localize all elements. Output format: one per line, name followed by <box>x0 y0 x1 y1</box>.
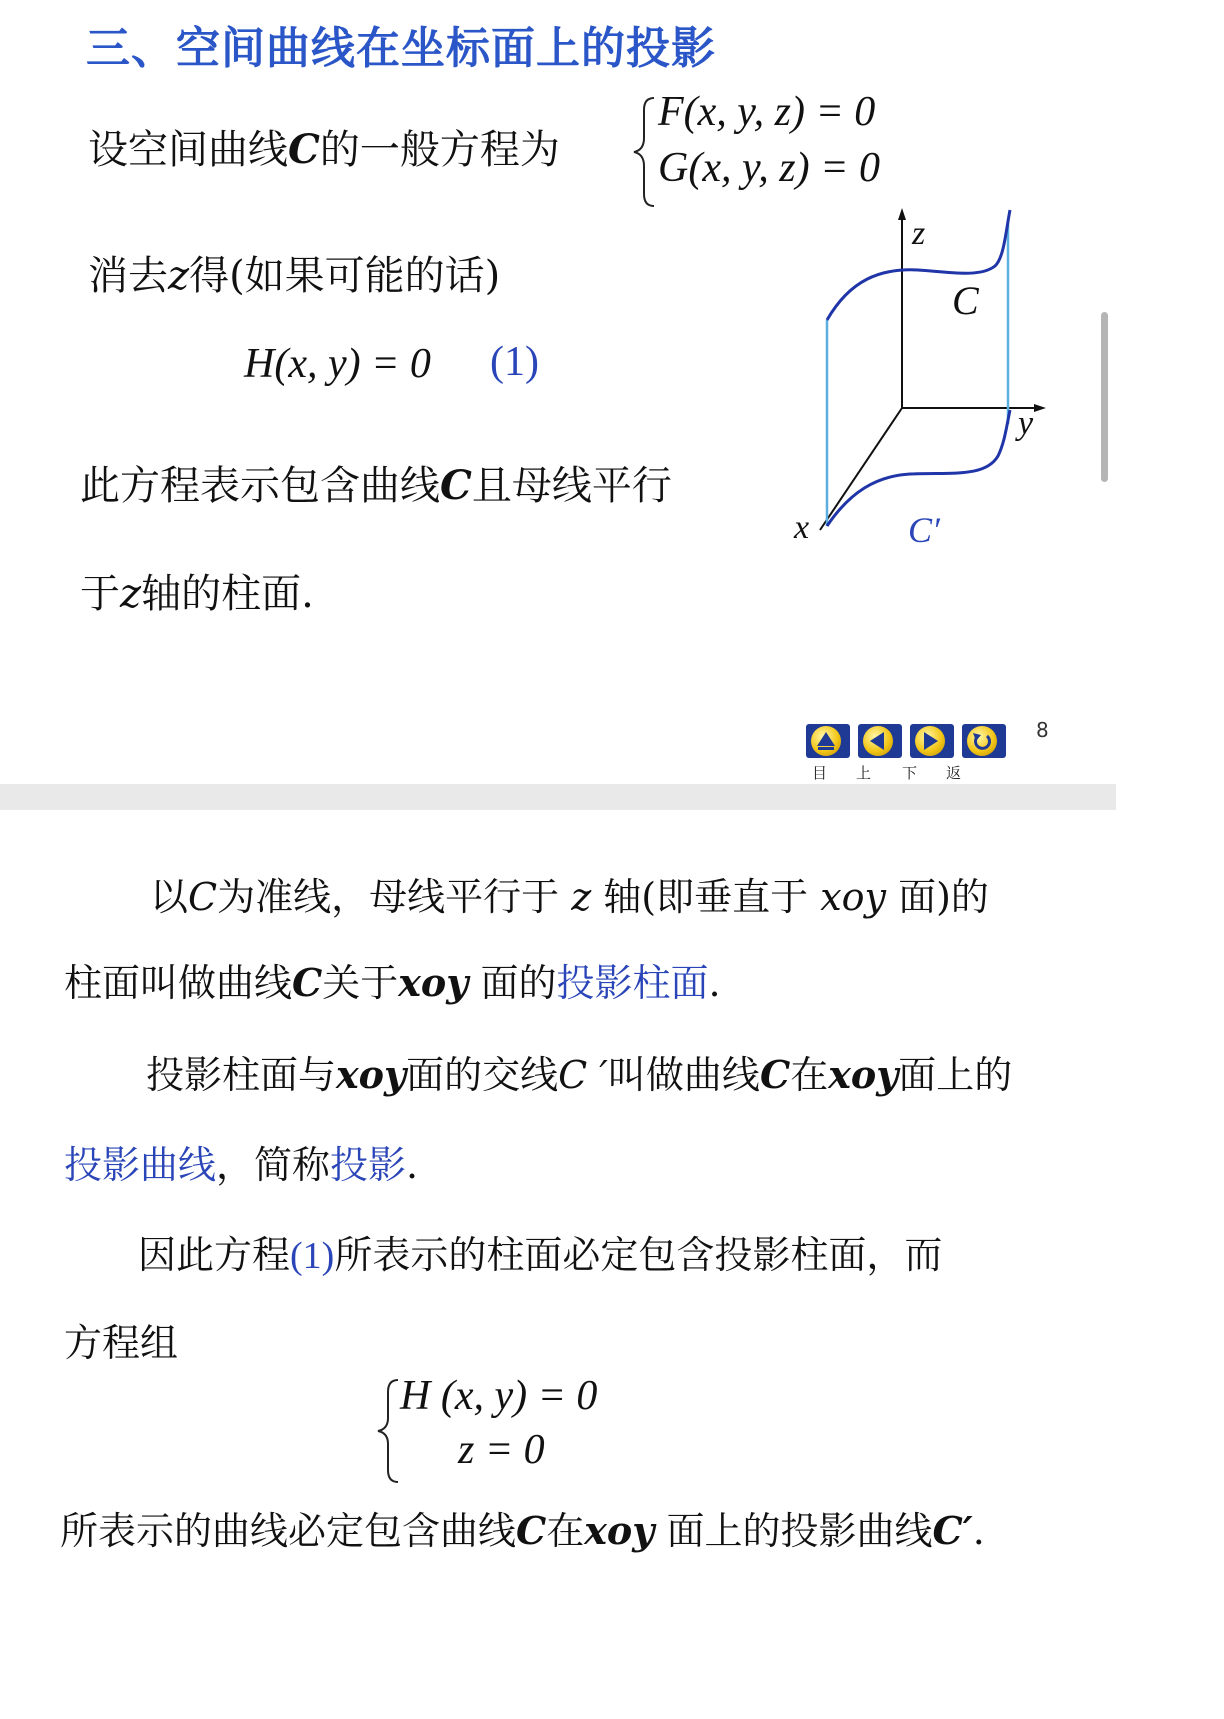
p1b-var-c: C <box>292 960 323 1005</box>
p4-end: . <box>972 1509 985 1553</box>
text-panel <box>0 810 1116 1568</box>
p1a-end: 面)的 <box>885 875 989 919</box>
eliminate-text: 消去 <box>88 253 168 299</box>
p2a-mid2: 叫做曲线 <box>607 1053 760 1097</box>
para1-line2 <box>64 952 721 1007</box>
projection-figure <box>780 200 1080 560</box>
p1b-var-xoy: xoy <box>398 960 469 1005</box>
up-triangle-icon <box>811 726 841 756</box>
para3-line1 <box>138 1224 942 1279</box>
p4-var-c: C <box>516 1508 547 1553</box>
term-projection-cylinder: 投影柱面 <box>556 961 709 1005</box>
equation-h-2: H (x, y) = 0 <box>400 1373 598 1419</box>
p3a-pre: 因此方程 <box>138 1233 291 1277</box>
p1b-end: . <box>708 961 721 1005</box>
y-axis-arrow-icon <box>1034 404 1046 412</box>
equation-h: H(x, y) = 0 <box>244 341 431 387</box>
left-brace-icon <box>630 94 660 210</box>
label-x: x <box>794 509 810 546</box>
label-c-prime: C′ <box>908 510 940 550</box>
p1b-mid2: 面的 <box>468 961 557 1005</box>
para3-line2: 方程组 <box>64 1321 179 1365</box>
label-z: z <box>912 215 926 252</box>
intro-var-c: C <box>288 126 320 173</box>
equation-g: G(x, y, z) = 0 <box>658 145 880 191</box>
nav-return-button[interactable] <box>962 724 1006 758</box>
z-axis-arrow-icon <box>898 208 906 220</box>
left-triangle-icon <box>863 726 893 756</box>
p1a-mid2: 轴(即垂直于 <box>591 875 821 919</box>
page-number: 8 <box>1036 718 1049 742</box>
eliminate-rest: 得(如果可能的话) <box>189 253 501 299</box>
para4 <box>60 1500 985 1555</box>
p2b-end: . <box>406 1143 419 1187</box>
p2a-pre: 投影柱面与 <box>146 1053 337 1097</box>
axis-var-z: z <box>120 571 142 617</box>
slide-panel <box>0 0 1116 784</box>
p2a-var-cprime: C ′ <box>558 1053 608 1097</box>
p2b-mid: ，简称 <box>216 1143 331 1187</box>
p1a-pre: 以 <box>150 875 189 919</box>
p3a-rest: 所表示的柱面必定包含投影柱面，而 <box>334 1233 943 1277</box>
return-arrow-icon <box>967 726 997 756</box>
page-separator <box>0 784 1116 810</box>
p4-pre: 所表示的曲线必定包含曲线 <box>60 1509 517 1553</box>
cylinder-text: 此方程表示包含曲线 <box>80 463 440 509</box>
p2a-end: 面上的 <box>898 1053 1013 1097</box>
equation-tag: (1) <box>490 339 539 385</box>
equation-f: F(x, y, z) = 0 <box>658 89 876 135</box>
label-y: y <box>1018 405 1034 442</box>
p3a-tag: (1) <box>290 1235 335 1277</box>
equation-z: z = 0 <box>458 1427 545 1473</box>
scrollbar[interactable] <box>1101 312 1108 482</box>
para2-line2 <box>64 1134 418 1189</box>
cylinder-var-c: C <box>440 462 472 509</box>
p2a-mid3: 在 <box>790 1053 829 1097</box>
para1-line1 <box>150 866 989 921</box>
term-projection: 投影 <box>330 1143 407 1187</box>
p1b-mid: 关于 <box>322 961 399 1005</box>
right-triangle-icon <box>915 726 945 756</box>
nav-label-return: 返 <box>946 764 962 782</box>
cylinder-line-2 <box>80 562 314 619</box>
eliminate-var-z: z <box>168 253 190 299</box>
p2a-var-xoy: xoy <box>336 1052 407 1097</box>
nav-next-button[interactable] <box>910 724 954 758</box>
term-projection-curve: 投影曲线 <box>64 1143 217 1187</box>
intro-rest: 的一般方程为 <box>319 127 560 173</box>
nav-prev-button[interactable] <box>858 724 902 758</box>
p1a-mid: 为准线，母线平行于 <box>217 875 572 919</box>
p1b-pre: 柱面叫做曲线 <box>64 961 293 1005</box>
p2a-var-c: C <box>759 1052 791 1097</box>
p1a-var-xoy: xoy <box>820 875 886 919</box>
p4-var-cprime: C′ <box>932 1508 973 1553</box>
nav-label-contents: 目 <box>812 764 828 782</box>
cylinder-rest: 且母线平行 <box>471 463 672 509</box>
eliminate-line <box>88 244 500 301</box>
nav-label-next: 下 <box>902 764 918 782</box>
p4-mid: 在 <box>546 1509 585 1553</box>
cylinder-line-1 <box>80 454 672 511</box>
p2a-mid: 面的交线 <box>406 1053 559 1097</box>
curve-c-prime <box>827 410 1010 526</box>
p1a-var-z: z <box>571 875 592 919</box>
p1a-var-c: C <box>188 875 218 919</box>
p4-var-xoy: xoy <box>584 1508 655 1553</box>
p2a-var-xoy2: xoy <box>828 1052 899 1097</box>
axis-text: 于 <box>80 571 120 617</box>
nav-contents-button[interactable] <box>806 724 850 758</box>
nav-label-prev: 上 <box>856 764 872 782</box>
axis-rest: 轴的柱面. <box>141 571 314 617</box>
slide-title: 三、空间曲线在坐标面上的投影 <box>86 23 716 74</box>
intro-text: 设空间曲线 <box>88 127 288 173</box>
label-c: C <box>952 278 979 323</box>
p4-mid2: 面上的投影曲线 <box>654 1509 933 1553</box>
intro-line <box>88 118 560 175</box>
para2-line1 <box>146 1044 1012 1099</box>
x-axis <box>820 408 902 530</box>
